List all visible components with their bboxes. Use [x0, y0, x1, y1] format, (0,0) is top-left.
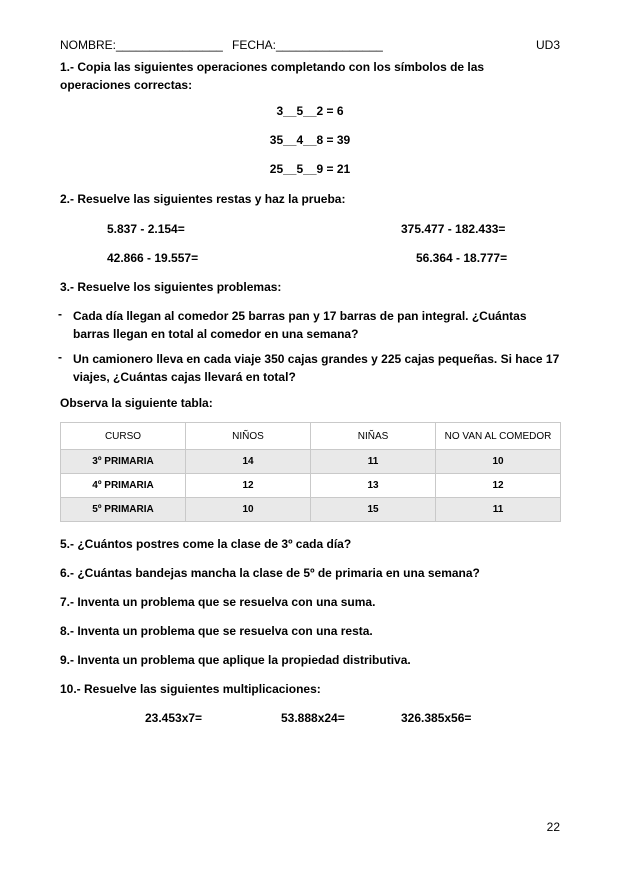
mult-2: 53.888x24= — [281, 711, 345, 725]
mult-3: 326.385x56= — [401, 711, 472, 725]
date-field-label: FECHA:________________ — [232, 38, 383, 52]
col-header-ninas: NIÑAS — [311, 423, 436, 450]
bullet-dash: - — [58, 350, 62, 364]
q3-title: 3.- Resuelve los siguientes problemas: — [60, 280, 282, 294]
col-header-ninos: NIÑOS — [186, 423, 311, 450]
table-cell: 5º PRIMARIA — [61, 498, 186, 522]
table-cell: 10 — [436, 450, 561, 474]
table-cell: 13 — [311, 474, 436, 498]
q1-op-2: 35__4__8 = 39 — [269, 133, 351, 147]
q1-title-line2: operaciones correctas: — [60, 78, 193, 92]
q2-op-2: 375.477 - 182.433= — [401, 222, 506, 236]
table-cell: 10 — [186, 498, 311, 522]
table-cell: 11 — [311, 450, 436, 474]
question-9: 9.- Inventa un problema que aplique la propiedad distributiva. — [60, 653, 411, 667]
table-cell: 12 — [436, 474, 561, 498]
table-row — [61, 498, 561, 522]
q3-problem-1: Cada día llegan al comedor 25 barras pan y 17 barras de pan integral. ¿Cuántas barras llegan en total al comedor en una semana? — [73, 309, 527, 341]
question-5: 5.- ¿Cuántos postres come la clase de 3º cada día? — [60, 537, 352, 551]
table-cell: 11 — [436, 498, 561, 522]
table-cell: 15 — [311, 498, 436, 522]
q1-title-line1: 1.- Copia las siguientes operaciones completando con los símbolos de las — [60, 60, 485, 74]
table-cell: 14 — [186, 450, 311, 474]
q1-op-1: 3__5__2 = 6 — [276, 104, 344, 118]
table-cell: 3º PRIMARIA — [61, 450, 186, 474]
col-header-curso: CURSO — [61, 423, 186, 450]
q2-op-3: 42.866 - 19.557= — [107, 251, 199, 265]
question-8: 8.- Inventa un problema que se resuelva con una resta. — [60, 624, 373, 638]
q2-title: 2.- Resuelve las siguientes restas y haz la prueba: — [60, 192, 346, 206]
q1-op-3: 25__5__9 = 21 — [269, 162, 351, 176]
table-row — [61, 450, 561, 474]
page-number: 22 — [546, 820, 560, 834]
bullet-dash: - — [58, 307, 62, 321]
table-intro: Observa la siguiente tabla: — [60, 396, 213, 410]
q2-op-1: 5.837 - 2.154= — [107, 222, 185, 236]
col-header-no-comedor: NO VAN AL COMEDOR — [436, 423, 561, 450]
q3-problem-2: Un camionero lleva en cada viaje 350 cajas grandes y 225 cajas pequeñas. Si hace 17 viajes, ¿Cuántas cajas llevará en total? — [73, 352, 560, 384]
question-7: 7.- Inventa un problema que se resuelva con una suma. — [60, 595, 376, 609]
q2-op-4: 56.364 - 18.777= — [416, 251, 508, 265]
table-cell: 4º PRIMARIA — [61, 474, 186, 498]
mult-1: 23.453x7= — [145, 711, 203, 725]
question-10: 10.- Resuelve las siguientes multiplicaciones: — [60, 682, 321, 696]
unit-label: UD3 — [535, 38, 560, 52]
table-header-row — [61, 423, 561, 450]
table-cell: 12 — [186, 474, 311, 498]
question-6: 6.- ¿Cuántas bandejas mancha la clase de 5º de primaria en una semana? — [60, 566, 480, 580]
name-field-label: NOMBRE:________________ — [60, 38, 223, 52]
dining-table — [60, 422, 561, 522]
table-row — [61, 474, 561, 498]
